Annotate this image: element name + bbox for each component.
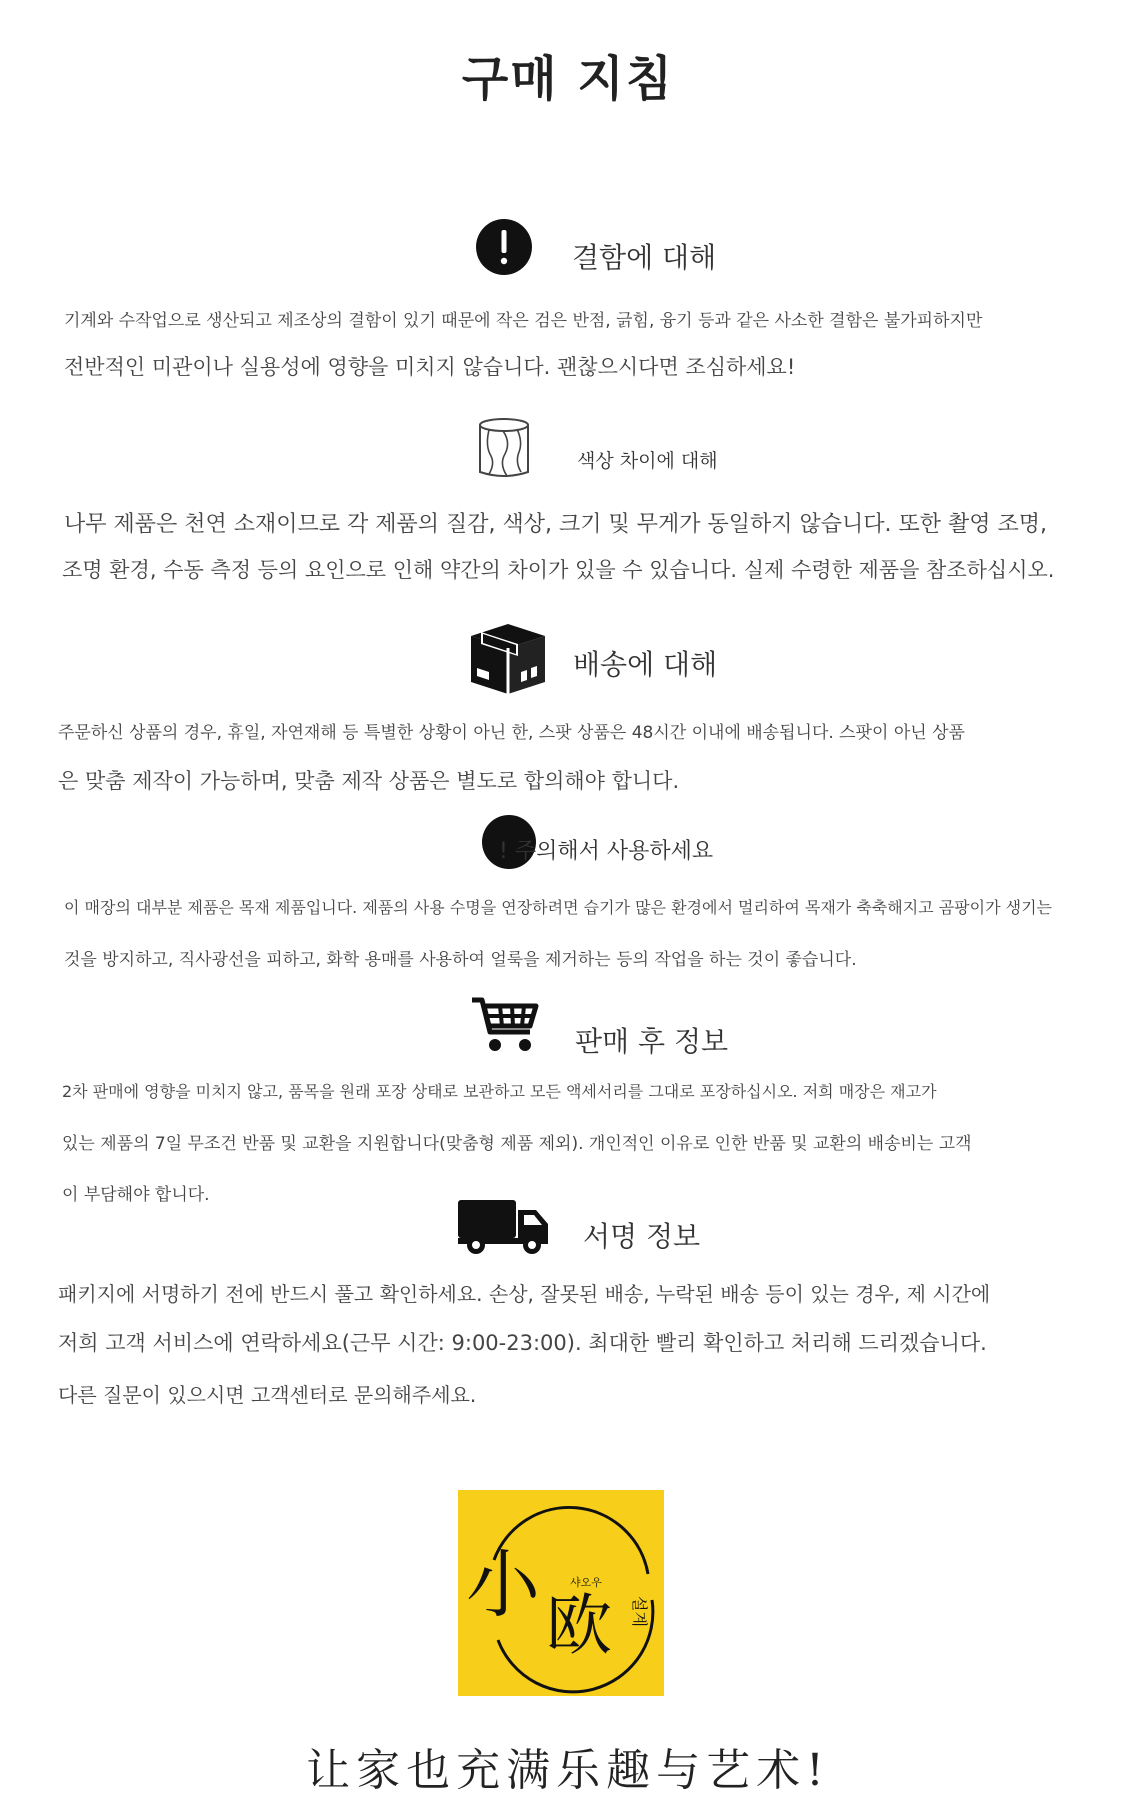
caution-heading: ! 주의해서 사용하세요 — [499, 839, 714, 864]
footer-slogan: 让家也充满乐趣与艺术! — [306, 1745, 830, 1796]
caution-text-line-2: 것을 방지하고, 직사광선을 피하고, 화학 용매를 사용하여 얼룩을 제거하는 등의 작업을 하는 것이 좋습니다. — [64, 950, 857, 970]
shopping-cart-icon — [470, 996, 540, 1054]
logo-side-text: 설계 — [630, 1596, 649, 1627]
after-sale-text-line-2: 있는 제품의 7일 무조건 반품 및 교환을 지원합니다(맞춤형 제품 제외). 개인적인 이유로 인한 반품 및 교환의 배송비는 고객 — [62, 1134, 972, 1154]
defect-text-line-2: 전반적인 미관이나 실용성에 영향을 미치지 않습니다. 괜찮으시다면 조심하세요! — [64, 355, 796, 379]
shipping-heading: 배송에 대해 — [573, 648, 718, 681]
wood-log-icon — [477, 416, 531, 480]
box-icon — [469, 622, 547, 696]
shipping-text-line-2: 은 맞춤 제작이 가능하며, 맞춤 제작 상품은 별도로 합의해야 합니다. — [58, 769, 680, 793]
caution-text-line-1: 이 매장의 대부분 제품은 목재 제품입니다. 제품의 사용 수명을 연장하려면 습기가 많은 환경에서 멀리하여 목재가 축축해지고 곰팡이가 생기는 — [64, 898, 1052, 917]
logo-char-2: 欧 — [546, 1587, 612, 1664]
brand-logo — [458, 1490, 664, 1696]
delivery-truck-icon — [456, 1198, 550, 1256]
exclamation-circle-icon — [476, 219, 532, 275]
signing-text-line-1: 패키지에 서명하기 전에 반드시 풀고 확인하세요. 손상, 잘못된 배송, 누락된 배송 등이 있는 경우, 제 시간에 — [58, 1282, 991, 1306]
shipping-text-line-1: 주문하신 상품의 경우, 휴일, 자연재해 등 특별한 상황이 아닌 한, 스팟 상품은 48시간 이내에 배송됩니다. 스팟이 아닌 상품 — [58, 723, 965, 743]
defect-text-line-1: 기계와 수작업으로 생산되고 제조상의 결함이 있기 때문에 작은 검은 반점, 긁힘, 융기 등과 같은 사소한 결함은 불가피하지만 — [64, 311, 983, 331]
after-sale-text-line-3: 이 부담해야 합니다. — [62, 1185, 210, 1205]
defect-heading: 결함에 대해 — [572, 241, 717, 274]
logo-char-1: 小 — [466, 1542, 540, 1628]
signing-heading: 서명 정보 — [583, 1220, 701, 1253]
after-sale-text-line-1: 2차 판매에 영향을 미치지 않고, 품목을 원래 포장 상태로 보관하고 모든 액세서리를 그대로 포장하십시오. 저희 매장은 재고가 — [62, 1082, 937, 1101]
logo-small-text: 샤오우 — [570, 1576, 602, 1589]
color-heading: 색상 차이에 대해 — [577, 450, 718, 472]
signing-text-line-2: 저희 고객 서비스에 연락하세요(근무 시간: 9:00-23:00). 최대한 빨리 확인하고 처리해 드리겠습니다. — [58, 1331, 987, 1355]
after-sale-heading: 판매 후 정보 — [575, 1025, 729, 1058]
signing-text-line-3: 다른 질문이 있으시면 고객센터로 문의해주세요. — [58, 1383, 477, 1407]
color-text-line-1: 나무 제품은 천연 소재이므로 각 제품의 질감, 색상, 크기 및 무게가 동일하지 않습니다. 또한 촬영 조명, — [64, 512, 1047, 537]
color-text-line-2: 조명 환경, 수동 측정 등의 요인으로 인해 약간의 차이가 있을 수 있습니다. 실제 수령한 제품을 참조하십시오. — [62, 558, 1055, 582]
page-title: 구매 지침 — [461, 51, 675, 107]
